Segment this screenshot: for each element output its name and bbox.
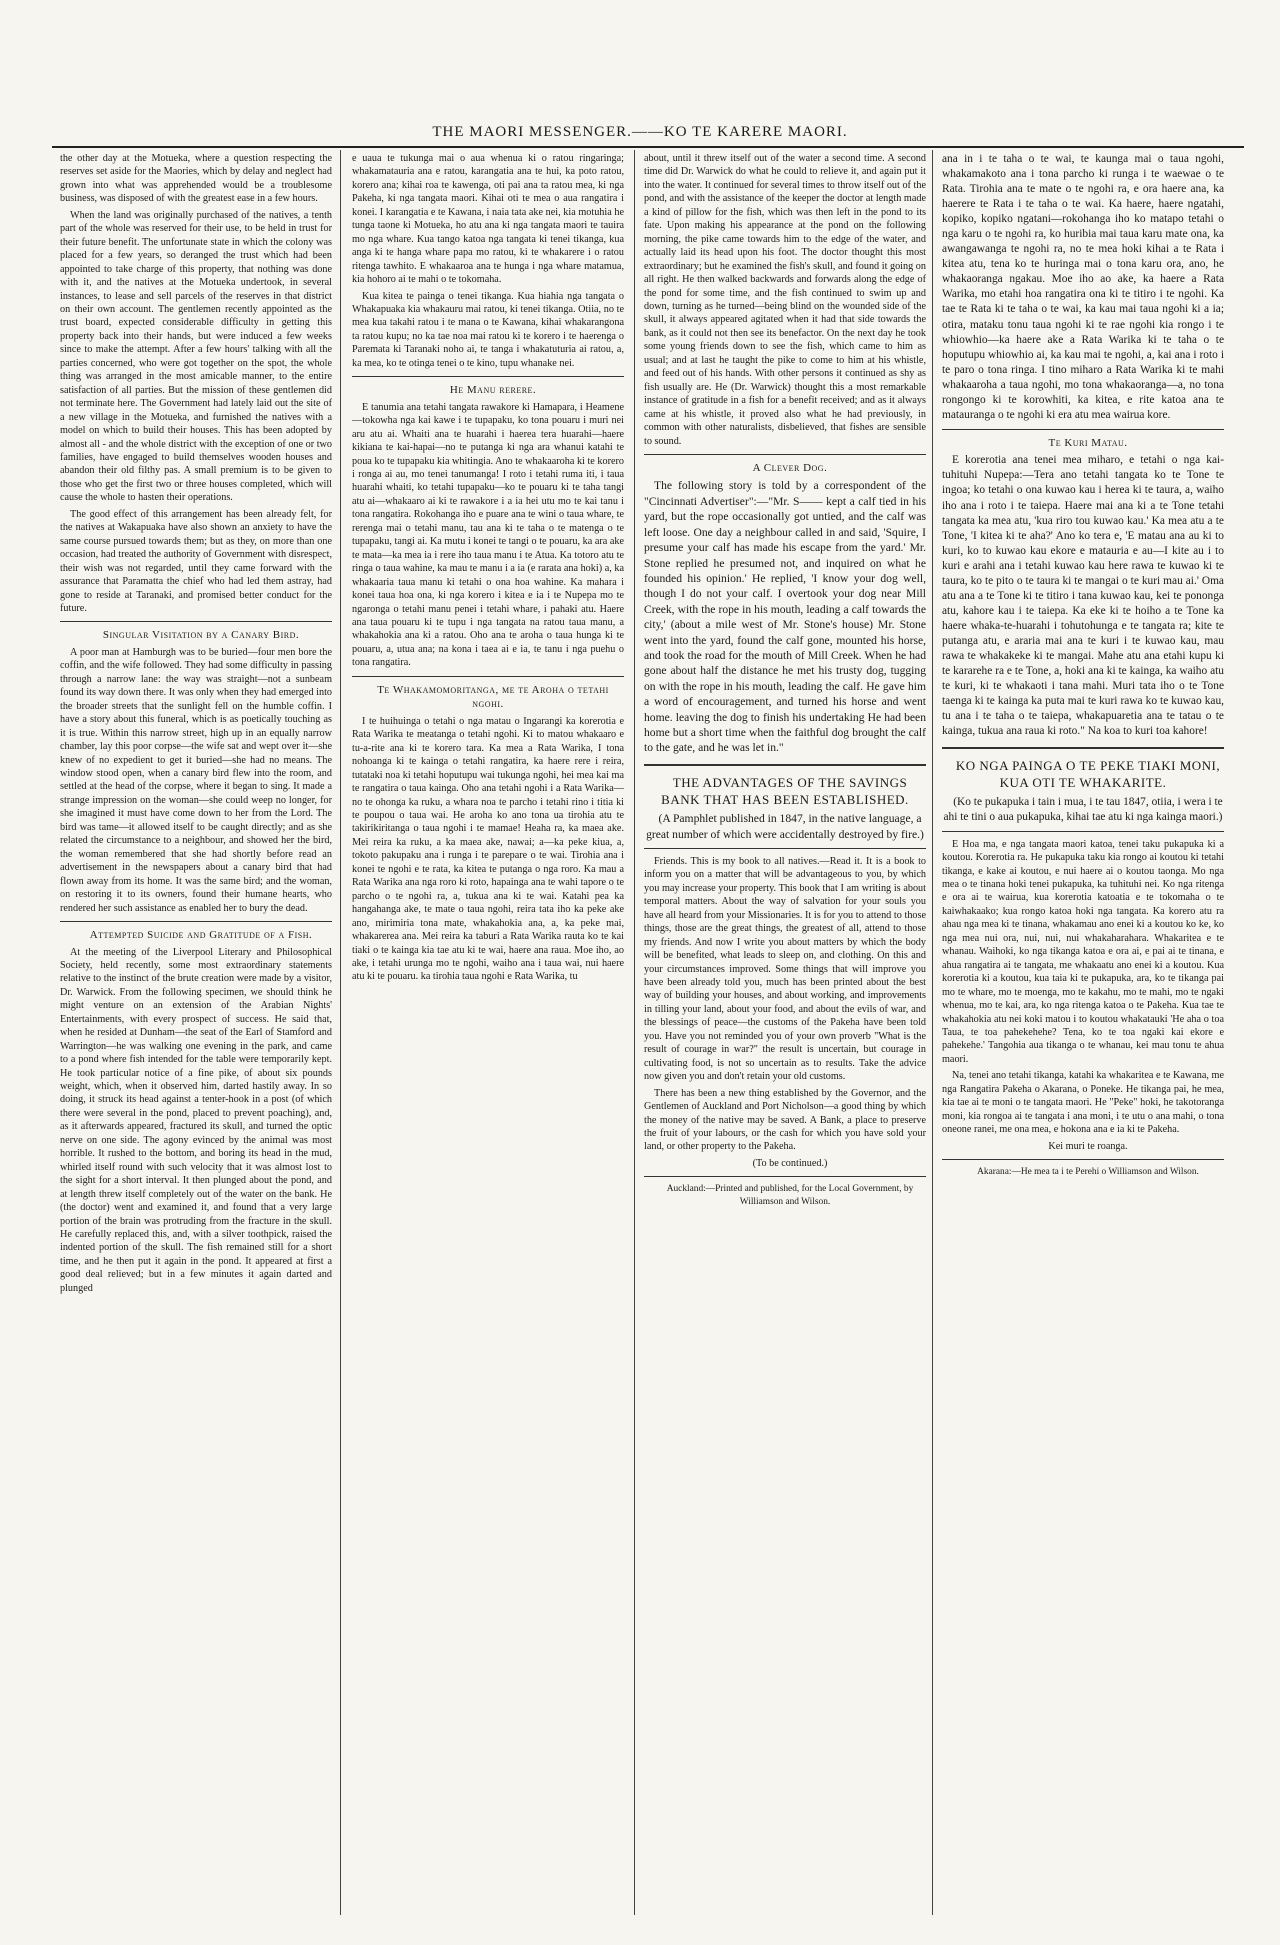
column-rule — [932, 150, 933, 1915]
continued-note: (To be continued.) — [752, 1157, 828, 1169]
article-paragraph: E Hoa ma, e nga tangata maori katoa, tenei taku pukapuka ki a koutou. Korerotia ra. He pukapuka taku kia rongo ai koutou ki tetahi tikanga, e kake ai koutou, e nui haere ai o koutou taonga. Mo nga mea o te tinana hoki tenei pukapuka, ka tuhituhi nei. Ko nga ritenga e ora ai te wairua, kua korerotia katoatia e te tokomaha o te kaiwhakaako; kua rongo katoa hoki nga tangata. Ka korero atu ra ahau nga mea ki te tinana, whakamau ano enei ki a koutou ko ke, ko nga mea nui ora, nui, nui, nui whakaharahara. Whakaritea e te whanau. Waihoki, ko nga tikanga katoa e ora ai, e pai ai te tinana, e ahua rangatira ai te tangata, me whakaatu ano enei ki a koutou. Kua korerotia ki a koutou, kua taia ki te pukapuka, ara, ko te tikanga pai mo te whare, mo te moenga, mo te kakahu, mo te mahi, mo te ngaki whenua, mo te kai, ara, ko nga ritenga katoa o te Pakeha. Kua tae te whakahokia atu nei koki matou i to koutou whakatauki 'He aha o toa Taua, te toa pahekehehe? Tena, ko te toa ngaki kai ekore e pahekehe.' Tangohia aua tikanga o te whanau, kei mau tonu te ahua maori. — [942, 838, 1224, 1065]
article-paragraph: e uaua te tukunga mai o aua whenua ki o ratou ringaringa; whakamatauria ana e ratou, karangatia ana te hui, ka poto ratou, korero ana; kihai roa te kawenga, oti pai ana ta ratou mea, ki nga Pakeha, ki nga tangata maori. Kihai oti te mea o aua rangatira i konei. I karangatia e te Kawana, i naia tata ake nei, kia motuhia he tunga taone ki Motueka, ho atu ana ki nga tangata maori te tauira mo nga whare. Kua tango katoa nga tangata ki tenei tikanga, kua anga ki te hanga whare papa mo ratou, ki te whakarere i o ratou ritenga tawhito. E whakaaroa ana te hunga i nga whare matamua, kia hohoro ai te mahi o te tokomaha. — [352, 153, 624, 286]
divider — [644, 454, 926, 455]
divider — [942, 831, 1224, 832]
imprint: Akarana:—He mea ta i te Perehi o Williamson and Wilson. — [977, 1167, 1199, 1178]
divider — [942, 429, 1224, 430]
column-rule — [340, 150, 341, 1915]
divider — [942, 747, 1224, 749]
article-paragraph: E tanumia ana tetahi tangata rawakore ki Hamapara, i Heamene—tokowha nga kai kawe i te tupapaku, ko tona pouaru i muri nei aru atu ai. Whaiti ana te huarahi i haerea tera huarahi—haere kikiana te kai-hapai—no te putanga ki nga ara whanui katahi te poua ko te tupapaku kia whitingia. Ano te whakaaroha ki te korero i ronga ai au, mo tenei tanumanga! I roto i tetahi ruma iti, i taua huarahi whaiti, ko tetahi tupapaku—ko te pouaru ki te taha tangi atu ai—whakaaro ai ki te rawakore i a ia hei utu mo te kai tanu i tona rangatira. Rokohanga iho e puare ana te wini o taua whare, te rerenga mai o tetahi manu, tau ana ki te taha o te matenga o te tupapaku, tangi ai. Ka mutu i konei te tangi o te pouaru, ka ara ake te mata—ka mea ia i rere iho taua manu i te Atua. Ka totoro atu te ringa o taua wahine, ka mau te manu i a ia (e rarata ana hoki) a, ka whakaaria taua manu ki tetahi o ona hoa wahine. Ka mahara i konei taua hoa ona, ki nga korero i kitea e ia i te Nupepa mo te ngaronga o tetahi manu penei i tetahi whare, i pahaki atu. Haere ana taua pouaru ki te tupu i nga tangata na ratou taua manu, a whakahokia ana ki a ratou. Oho ana te aroha o taua hunga ki te pouaru, a, utua ana; na kona i taea ai e ia, te tanu i nga puehu o tona rangatira. — [352, 401, 624, 669]
imprint: Auckland:—Printed and published, for the Local Government, by Williamson and Wilson. — [666, 1184, 914, 1208]
article-paragraph: The good effect of this arrangement has been already felt, for the natives at Wakapuaka have also shown an anxiety to have the same course pursued towards them; but as they, on more than one occasion, had treated the authority of Government with disrespect, their wish was not regarded, until they came forward with the assurance that Paramatta the chief who had led them astray, had gone to reside at Taranaki, and promised better conduct for the future. — [60, 508, 332, 614]
article-paragraph: Na, tenei ano tetahi tikanga, katahi ka whakaritea e te Kawana, me nga Rangatira Pakeha o Akarana, o Poneke. He tikanga pai, he mea, kia tae ai te moni o te tangata maori. He "Peke" hoki, he takotoranga moni, kia rongoa ai te tangata i ana moni, i te utu o ana mahi, o tona oneone ranei, me ona mea, e hokona ana e ia ki te Pakeha. — [942, 1070, 1224, 1136]
fish-story-maori — [942, 152, 1224, 423]
column-4 — [942, 152, 1224, 1182]
article-paragraph: Kua kitea te painga o tenei tikanga. Kua hiahia nga tangata o Whakapuaka kia whakauru mai ratou, ki tenei tikanga. Otiia, no te mea kua takahi ratou i te mana o te Kawana, kihai whakarangona ta ratou kupu; no ka tae noa mai ratou ki te korero i te haerenga o Paremata ki Taranaki noho ai, te tanga i whakatuturia ai ratou, a, ka mea, ko te otinga tenei o te kino, tupu whanake nei. — [352, 290, 624, 369]
continued-note: Kei muri te roanga. — [1048, 1140, 1128, 1152]
dog-story-maori — [942, 453, 1224, 739]
column-3 — [644, 152, 926, 1212]
pamphlet-note-maori — [942, 795, 1224, 825]
divider — [352, 376, 624, 377]
article-paragraph: (A Pamphlet published in 1847, in the native language, a great number of which were accidentally destroyed by fire.) — [646, 812, 924, 841]
article-paragraph: (Ko te pukapuka i tain i mua, i te tau 1847, otiia, i wera i te ahi te tini o aua pukapuka, kihai tae atu ki nga kainga maori.) — [943, 795, 1223, 823]
masthead: THE MAORI MESSENGER.——KO TE KARERE MAORI. — [432, 124, 848, 140]
article-paragraph: I te huihuinga o tetahi o nga matau o Ingarangi ka korerotia e Rata Warika te meatanga o tetahi ngohi. Ki to matou whakaaro e tu-a-rite ana ki te korero tara. Ka mea a Rata Warika, I tona nohoanga ki te kainga o tetahi rangatira, ka haere rere i reira, tutataki noa ki tetahi hoputupu wai tukunga ngohi, hei mea kai ma te rangatira o taua kainga. Oho ana tetahi ngohi i a Rata Warika—no te ohonga ka ruku, a whara noa te parcho i tetahi rino i titia ki te poupou o taua wai. He aroha ko ano tona ua tirohia atu te takirikiritanga o taua ngohi i te mamae! Heaha ra, ka maea ake. Mei reira ka ruku, a ka maea ake, nawai; a—ka peke kiua, a, tokoto pakupaku ana i runga i te parepare o te wai. Tirohia ana i konei te ngohi e te rata, ka kitea te putanga o nga roro. Ka mau a Rata Warika ana nga roro ki roto, hapainga ana te wahi tapore o te parcho o te ngohi ra, a, tukua ana ki te wai. Katahi pea ka hangahanga ake, te mate o taua ngohi, reira tata iho ka peke ake ano, mirimiria tona mate, whakahokia ana, a, ka peke mai, whakarerea ana. Mei reira ka taburi a Rata Warika rauta ko te kai tiaki o te kainga kia tae atu ki te wai, haere ana raua. Moe iho, ao ake, i tetahi urunga mo te ngohi, waiho ana i taua wai, nui haere atu ki te pouaru. ka tirohia taua ngohi e Rata Warika, tu — [352, 715, 624, 983]
column-2 — [352, 152, 624, 987]
dog-story — [644, 478, 926, 755]
divider — [352, 676, 624, 677]
column-rule — [634, 150, 635, 1915]
divider — [644, 848, 926, 849]
article-paragraph: Friends. This is my book to all natives.—Read it. It is a book to inform you on a matter that will be advantageous to you, by which you may increase your property. This book that I am writing is about temporal matters. About the way of salvation for your souls you have all heard from your Missionaries. It is for you to attend to those things, those are the great things, the greatest of all, attend to those my friends. And now I write you about matters by which the body will be benefited, what leads to sleep on, and clothing. On this and your circumstances improved. Some things that will improve you have been already told you, much has been printed about the best way of building your houses, and about working, and improvements in tilling your land, about your food, and about the evils of war, and the blessings of peace—the customs of the Pakeha have been told you. Have you not reminded you of your own proverb "What is the result of courage in war?" the result is uncertain, but courage in cultivating food, is not so uncertain as to results. Take the advice now given you and don't retain your old customs. — [644, 855, 926, 1083]
divider — [644, 1176, 926, 1177]
article-paragraph: The following story is told by a correspondent of the "Cincinnati Advertiser":—"Mr. S—— kept a calf tied in his yard, but the rope occasionally got untied, and the calf was left loose. One day a neighbour called in and said, 'Squire, I presume your calf has made his escape from the yard.' Mr. Stone replied he presumed not, and inquired on what he founded his opinion.' He replied, 'I know your dog well, though I do not your calf. I overtook your dog near Mill Creek, with the rope in his mouth, leading a calf towards the city,' (about a mile west of Mr. Stone's house) Mr. Stone went into the yard, found the calf gone, mounted his horse, and took the road for the mouth of Mill Creek. When he had gone about half the distance he met his trusty dog, tugging on with the rope in his mouth, leading the calf. He gave him a word of encouragement, and turned his horse and went home. leaving the dog to finish his undertaking He had been home but a short time when the faithful dog brought the calf to the gate, and he was let in." — [644, 479, 926, 755]
article-title: A Clever Dog. — [752, 461, 828, 474]
divider — [644, 764, 926, 766]
article-title: Te Kuri Matau. — [1048, 436, 1128, 449]
article-paragraph: about, until it threw itself out of the water a second time. A second time did Dr. Warwick do what he could to relieve it, and again put it into the water. It continued for several times to throw itself out of the pond, and with the assistance of the keeper the doctor at length made a kind of pillow for the fish, which was then left in the pond to its fate. Upon making his appearance at the pond on the following morning, the pike came towards him to the edge of the water, and actually laid its head upon his foot. The doctor thought this most extraordinary; but he examined the fish's skull, and found it going on all right. He then walked backwards and forwards along the edge of the pond for some time, and the fish continued to swim up and down, turning as he turned—being blind on the wounded side of the skull, it always appeared agitated when it had that side towards the bank, as it could not then see its benefactor. On the next day he took some young friends down to see the fish, which came to him as usual; and at last he taught the pike to come to him at his whistle, and feed out of his hands. With other persons it continued as shy as fish usually are. He (Dr. Warwick) thought this a most remarkable instance of gratitude in a fish for a benefit received; and as it always came at his whistle, it proved also what he had previously, in common with other naturalists, disbelieved, that fishes are sensible to sound. — [644, 153, 926, 447]
column-1 — [60, 152, 332, 1298]
divider — [60, 621, 332, 622]
article-paragraph: the other day at the Motueka, where a question respecting the reserves set aside for the Maories, which by delay and neglect had grown into what was apprehended would be a troublesome business, was disposed of with the greatest ease in a few hours. — [60, 153, 332, 205]
article-paragraph: There has been a new thing established by the Governor, and the Gentlemen of Auckland and Port Nicholson—a good thing by which the money of the native may be saved. A Bank, a place to preserve the fruit of your labours, or the cash for which you have sold your land, or other property to the Pakeha. — [644, 1087, 926, 1153]
article-title: Singular Visitation by a Canary Bird. — [102, 629, 300, 642]
article-paragraph: When the land was originally purchased of the natives, a tenth part of the whole was reserved for their use, to be held in trust for their future benefit. The unfortunate state in which the colony was placed for a few years, so deranged the trust which had been appointed to take charge of this property, that nothing was done with it, and the natives at the Motueka undertook, in several instances, to lease and sell parcels of the reserves in that district on their own account. The gentlemen recently appointed as the trust board, expected considerable difficulty in getting this property back into their hands, but were induced a few weeks since to make the attempt. After a few hours' talking with all the parties concerned, who were got together on the spot, the whole thing was arranged in the most amicable manner, to the entire satisfaction of all parties. But the mission of these gentlemen did not terminate here. The Government had lately laid out the site of a new village in the Motueka, and furnished the natives with a model on which to build their houses. This has been adopted by almost all - and the whole district with the exception of one or two families, have engaged to build themselves wooden houses and abandon their old filthy pas. A small premium is to be given to those who get the first two or three houses completed, which will cause the whole to hasten their operations. — [60, 209, 332, 504]
article-paragraph: ana in i te taha o te wai, te kaunga mai o taua ngohi, whakamakoto ana i tona parcho ki runga i te waewae o te Rata. Tirohia ana te mate o te ngohi ra, e ora haere ana, ka haerere te Rata i te taha o te wai. Ka haere, haere ngatahi, kopiko, kopiko ngatani—rokohanga iho ko matapo tetahi o nga karu o te ngohi ra, ko huribia mai taua karu mate ona, ka awangawanga te ngohi ra, no te mea hoki kihai a te Rata i kitea atu, tena ko te huringa mai o tona karu ora, ano, he whakaoranga ngakau. Moe iho ao ake, ka haere a Rata Warika, mo etahi hoa rangatira ona ki te titiro i te ngohi. Ka tae te Rata ki te taha o te wai, ka kau mai taua ngohi ki a ia; otira, mataku tonu taua ngohi ki te rae ngohi kia rongo i te whiowhio—ka haere ake a Rata Warika ki te taha o te hoputupu whiowhio ai, ka kau mai te ngohi, a, kai ana i roto i te paro o tona ringa. I tino miharo a Rata Warika ki te mahi whakaaroha a taua ngohi, mo tona whakaoranga—a, no tona rongongo ki te korowhiti, ka kitea, e rite katoa ana te matauranga o te ngohi ki era atu mea wairua kore. — [942, 153, 1224, 421]
article-paragraph: A poor man at Hamburgh was to be buried—four men bore the coffin, and the wife followed. They had some difficulty in passing through a narrow lane: the way was straight—not a sunbeam found its way down there. It was only when they had emerged into the broader streets that the sunlight fell on the humble coffin. I have a story about this funeral, which is as poetically touching as it is true. Within this narrow street, high up in an equally narrow chamber, lay this poor corpse—the wife sat and wept over it—she knew of no expedient to get it buried—she had no means. The window stood open, when a canary bird flew into the room, and settled at the head of the corpse, where it began to sing. It made a strange impression on the woman—she could weep no longer, for she imagined it must have come down to her from the Lord. The bird was tame—it allowed itself to be caught directly; and as she related the circumstance to a neighbour, and showed her the bird, the woman remembered that she had shortly before read an advertisement in the newspapers about a canary bird that had flown away from its home. It was the same bird; and the woman, on restoring it to its owners, found their humane hearts, who rendered her such assistance as enabled her to bury the dead. — [60, 646, 332, 914]
pamphlet-note — [644, 811, 926, 842]
article-title: Attempted Suicide and Gratitude of a Fish. — [89, 928, 313, 941]
divider — [60, 921, 332, 922]
article-paragraph: E korerotia ana tenei mea miharo, e tetahi o nga kai-tuhituhi Nupepa:—Tera ano tetahi tangata ko te Tone te ingoa; ko tetahi o ona kuwao kau i herea ki te taura, a, waiho iho ana i roto i te taiepa. Haere mai ana ki a te Tone tetahi tangata ka mea atu, 'kua riro tou kuwao kau.' Ka mea atu a te Tone, 'I kitea ki te aha?' Ano ko tera e, 'E matau ana au ki to kuri, ko to kuwao kau ekore e matauria e au—I kite au i to kuri e arahi ana i tetahi kuwao kau here rawa te kuwao ki te taura, ko te pito o te taura ki te mangai o te kuri mau ai.' Oma atu ana a te Tone ki te titiro i tana kuwao kau, kei te pononga atu, kahore kau i te taiepa. Ka eke ki te hoiho a te Tone ka haere whaka-te-huarahi i tohutohunga e te tangata ra; kite te putanga atu, e araria mai ana te kuri i te kuwao kau, mau rawa te whakakeke ki te mangai. Mahe atu ana etahi kupu ki te kararehe ra e te Tone, a, hoki ana ki te kainga, ka waiho atu te kuri, ki te whakaoti i tana mahi. Muri tata iho o te Tone taenga ki te kainga ka puta mai te kuri rawa ko te kuwao kau, tu ana i te taha o te taiepa, whakapuaretia ana te tatau o te kainga, tukua ana raua ki roto." Na koa to kuri toa kahore! — [942, 454, 1224, 738]
article-title: He Manu rerere. — [449, 384, 537, 397]
article-title: THE ADVANTAGES OF THE SAVINGS BANK THAT HAS BEEN ESTABLISHED. — [661, 774, 909, 807]
masthead-rule — [52, 146, 1244, 148]
divider — [942, 1159, 1224, 1160]
article-title: KO NGA PAINGA O TE PEKE TIAKI MONI, KUA OTI TE WHAKARITE. — [955, 758, 1221, 791]
article-title: Te Whakamomoritanga, me te Aroha o tetahi ngohi. — [377, 683, 609, 711]
article-paragraph: At the meeting of the Liverpool Literary and Philosophical Society, held recently, some most extraordinary statements relative to the instinct of the brute creation were made by a visitor, Dr. Warwick. From the following specimen, we should think he might venture on an extension of the Arabian Nights' Entertainments, with every prospect of success. He said that, when he resided at Dunham—the seat of the Earl of Stamford and Warrington—he was walking one evening in the park, and came to a pond where fish intended for the table were temporarily kept. He took particular notice of a fine pike, of about six pounds weight, which, when it observed him, darted hastily away. In so doing, it struck its head against a tenter-hook in a post (of which there were several in the pond, placed to prevent poaching), and, as it afterwards appeared, fractured its skull, and turned the optic nerve on one side. The agony evinced by the animal was most horrible. It rushed to the bottom, and boring its head in the mud, whirled itself round with such velocity that it was almost lost to the sight for a short interval. It then plunged about the pond, and at length threw itself completely out of the water on the bank. He (the doctor) went and examined it, and found that a very large portion of the brain was protruding from the fracture in the skull. He carefully replaced this, and, with a silver toothpick, raised the indented portion of the skull. The fish remained still for a short time, and he then put it again in the pond. It appeared at first a good deal relieved; but in a few minutes it again darted and plunged — [60, 946, 332, 1294]
